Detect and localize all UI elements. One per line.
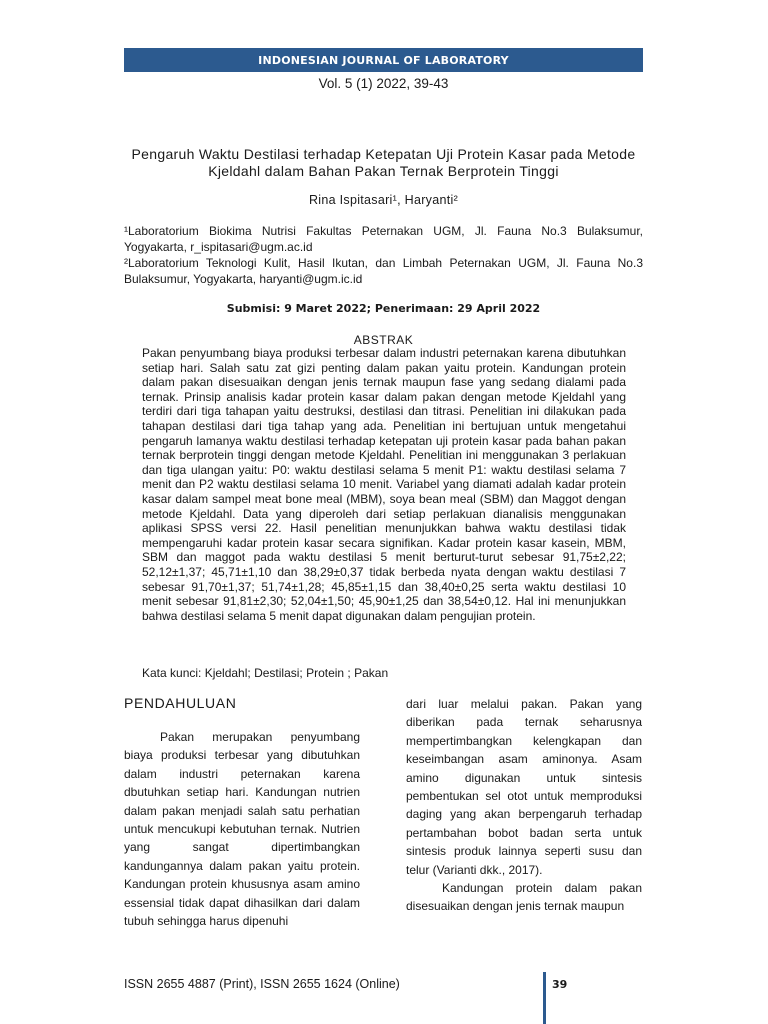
journal-name: INDONESIAN JOURNAL OF LABORATORY bbox=[258, 53, 509, 67]
body-column-right bbox=[406, 695, 642, 916]
body-paragraph: dari luar melalui pakan. Pakan yang diberikan pada ternak seharusnya mempertimbangkan kelengkapan dan keseimbangan asam aminonya. Asam amino digunakan untuk sintesis pembentukan sel otot untuk memproduksi daging yang akan berpengaruh terhadap pertambahan bobot badan serta untuk sintesis produk lainnya seperti susu dan telur (Varianti dkk., 2017). bbox=[406, 697, 642, 877]
issn-footer: ISSN 2655 4887 (Print), ISSN 2655 1624 (Online) bbox=[124, 977, 400, 991]
journal-banner bbox=[124, 48, 643, 72]
article-authors: Rina Ispitasari¹, Haryanti² bbox=[308, 193, 459, 207]
article-title: Pengaruh Waktu Destilasi terhadap Ketepatan Uji Protein Kasar pada Metode Kjeldahl dalam Bahan Pakan Ternak Berprotein Tinggi bbox=[131, 146, 636, 179]
affiliation-2: ²Laboratorium Teknologi Kulit, Hasil Ikutan, dan Limbah Peternakan UGM, Jl. Fauna No.3 Bulaksumur, Yogyakarta, haryanti@ugm.ic.id bbox=[124, 256, 643, 286]
body-column-left bbox=[124, 728, 360, 930]
abstract-text: Pakan penyumbang biaya produksi terbesar dalam industri peternakan karena dibutuhkan setiap hari. Salah satu zat gizi penting dalam pakan yaitu protein. Kandungan protein dalam pakan disesuaikan dengan jenis ternak maupun fase yang sedang dialami pada ternak. Prinsip analisis kadar protein kasar dalam pakan dengan metode Kjeldahl yang terdiri dari tiga tahapan yaitu destruksi, destilasi dan titrasi. Penelitian ini dilakukan pada tahapan destilasi dari tiga tahap yang ada. Penelitian ini bertujuan untuk mengetahui pengaruh lamanya waktu destilasi terhadap ketepatan uji protein kasar pada bahan pakan ternak berprotein tinggi dengan metode Kjeldahl. Penelitian ini menggunakan 3 perlakuan dan tiga ulangan yaitu: P0: waktu destilasi selama 5 menit P1: waktu destilasi selama 7 menit dan P2 waktu destilasi selama 10 menit. Variabel yang diamati adalah kadar protein kasar dalam sampel meat bone meal (MBM), soya bean meal (SBM) dan Maggot dengan metode Kjeldahl. Data yang diperoleh dari setiap perlakuan dianalisis menggunakan aplikasi SPSS versi 22. Hasil penelitian menunjukkan bahwa waktu destilasi tidak mempengaruhi kadar protein kasar secara signifikan. Kadar protein kasar kasein, MBM, SBM dan maggot pada waktu destilasi 5 menit berturut-turut sebesar 91,75±2,22; 52,12±1,37; 45,71±1,10 dan 38,29±0,37 tidak berbeda nyata dengan waktu destilasi 7 sebesar 91,70±1,37; 51,74±1,28; 45,85±1,15 dan 38,40±0,25 serta waktu destilasi 10 menit sebesar 91,81±2,30; 52,04±1,50; 45,90±1,25 dan 38,54±0,12. Hal ini menunjukkan bahwa destilasi selama 5 menit dapat digunakan dalam pengujian protein. bbox=[142, 346, 626, 623]
body-paragraph: Kandungan protein dalam pakan disesuaikan dengan jenis ternak maupun bbox=[406, 881, 642, 914]
abstract-heading: ABSTRAK bbox=[353, 333, 414, 347]
journal-volume: Vol. 5 (1) 2022, 39-43 bbox=[318, 76, 449, 91]
submission-dates: Submisi: 9 Maret 2022; Penerimaan: 29 April 2022 bbox=[226, 302, 541, 315]
affiliation-1: ¹Laboratorium Biokima Nutrisi Fakultas Peternakan UGM, Jl. Fauna No.3 Bulaksumur, Yogyakarta, r_ispitasari@ugm.ac.id bbox=[124, 224, 643, 254]
body-paragraph: Pakan merupakan penyumbang biaya produksi terbesar yang dibutuhkan dalam industri peternakan karena dbutuhkan setiap hari. Kandungan nutrien dalam pakan menjadi salah satu perhatian untuk mencukupi kebutuhan ternak. Nutrien yang sangat dipertimbangkan kandungannya dalam pakan yaitu protein. Kandungan protein khususnya asam amino essensial tidak dapat dihasilkan dari dalam tubuh sehingga harus dipenuhi bbox=[124, 730, 360, 929]
keywords: Kata kunci: Kjeldahl; Destilasi; Protein ; Pakan bbox=[142, 666, 389, 680]
section-heading-introduction: PENDAHULUAN bbox=[124, 695, 237, 711]
footer-divider bbox=[543, 972, 546, 1024]
page-number: 39 bbox=[552, 978, 568, 991]
